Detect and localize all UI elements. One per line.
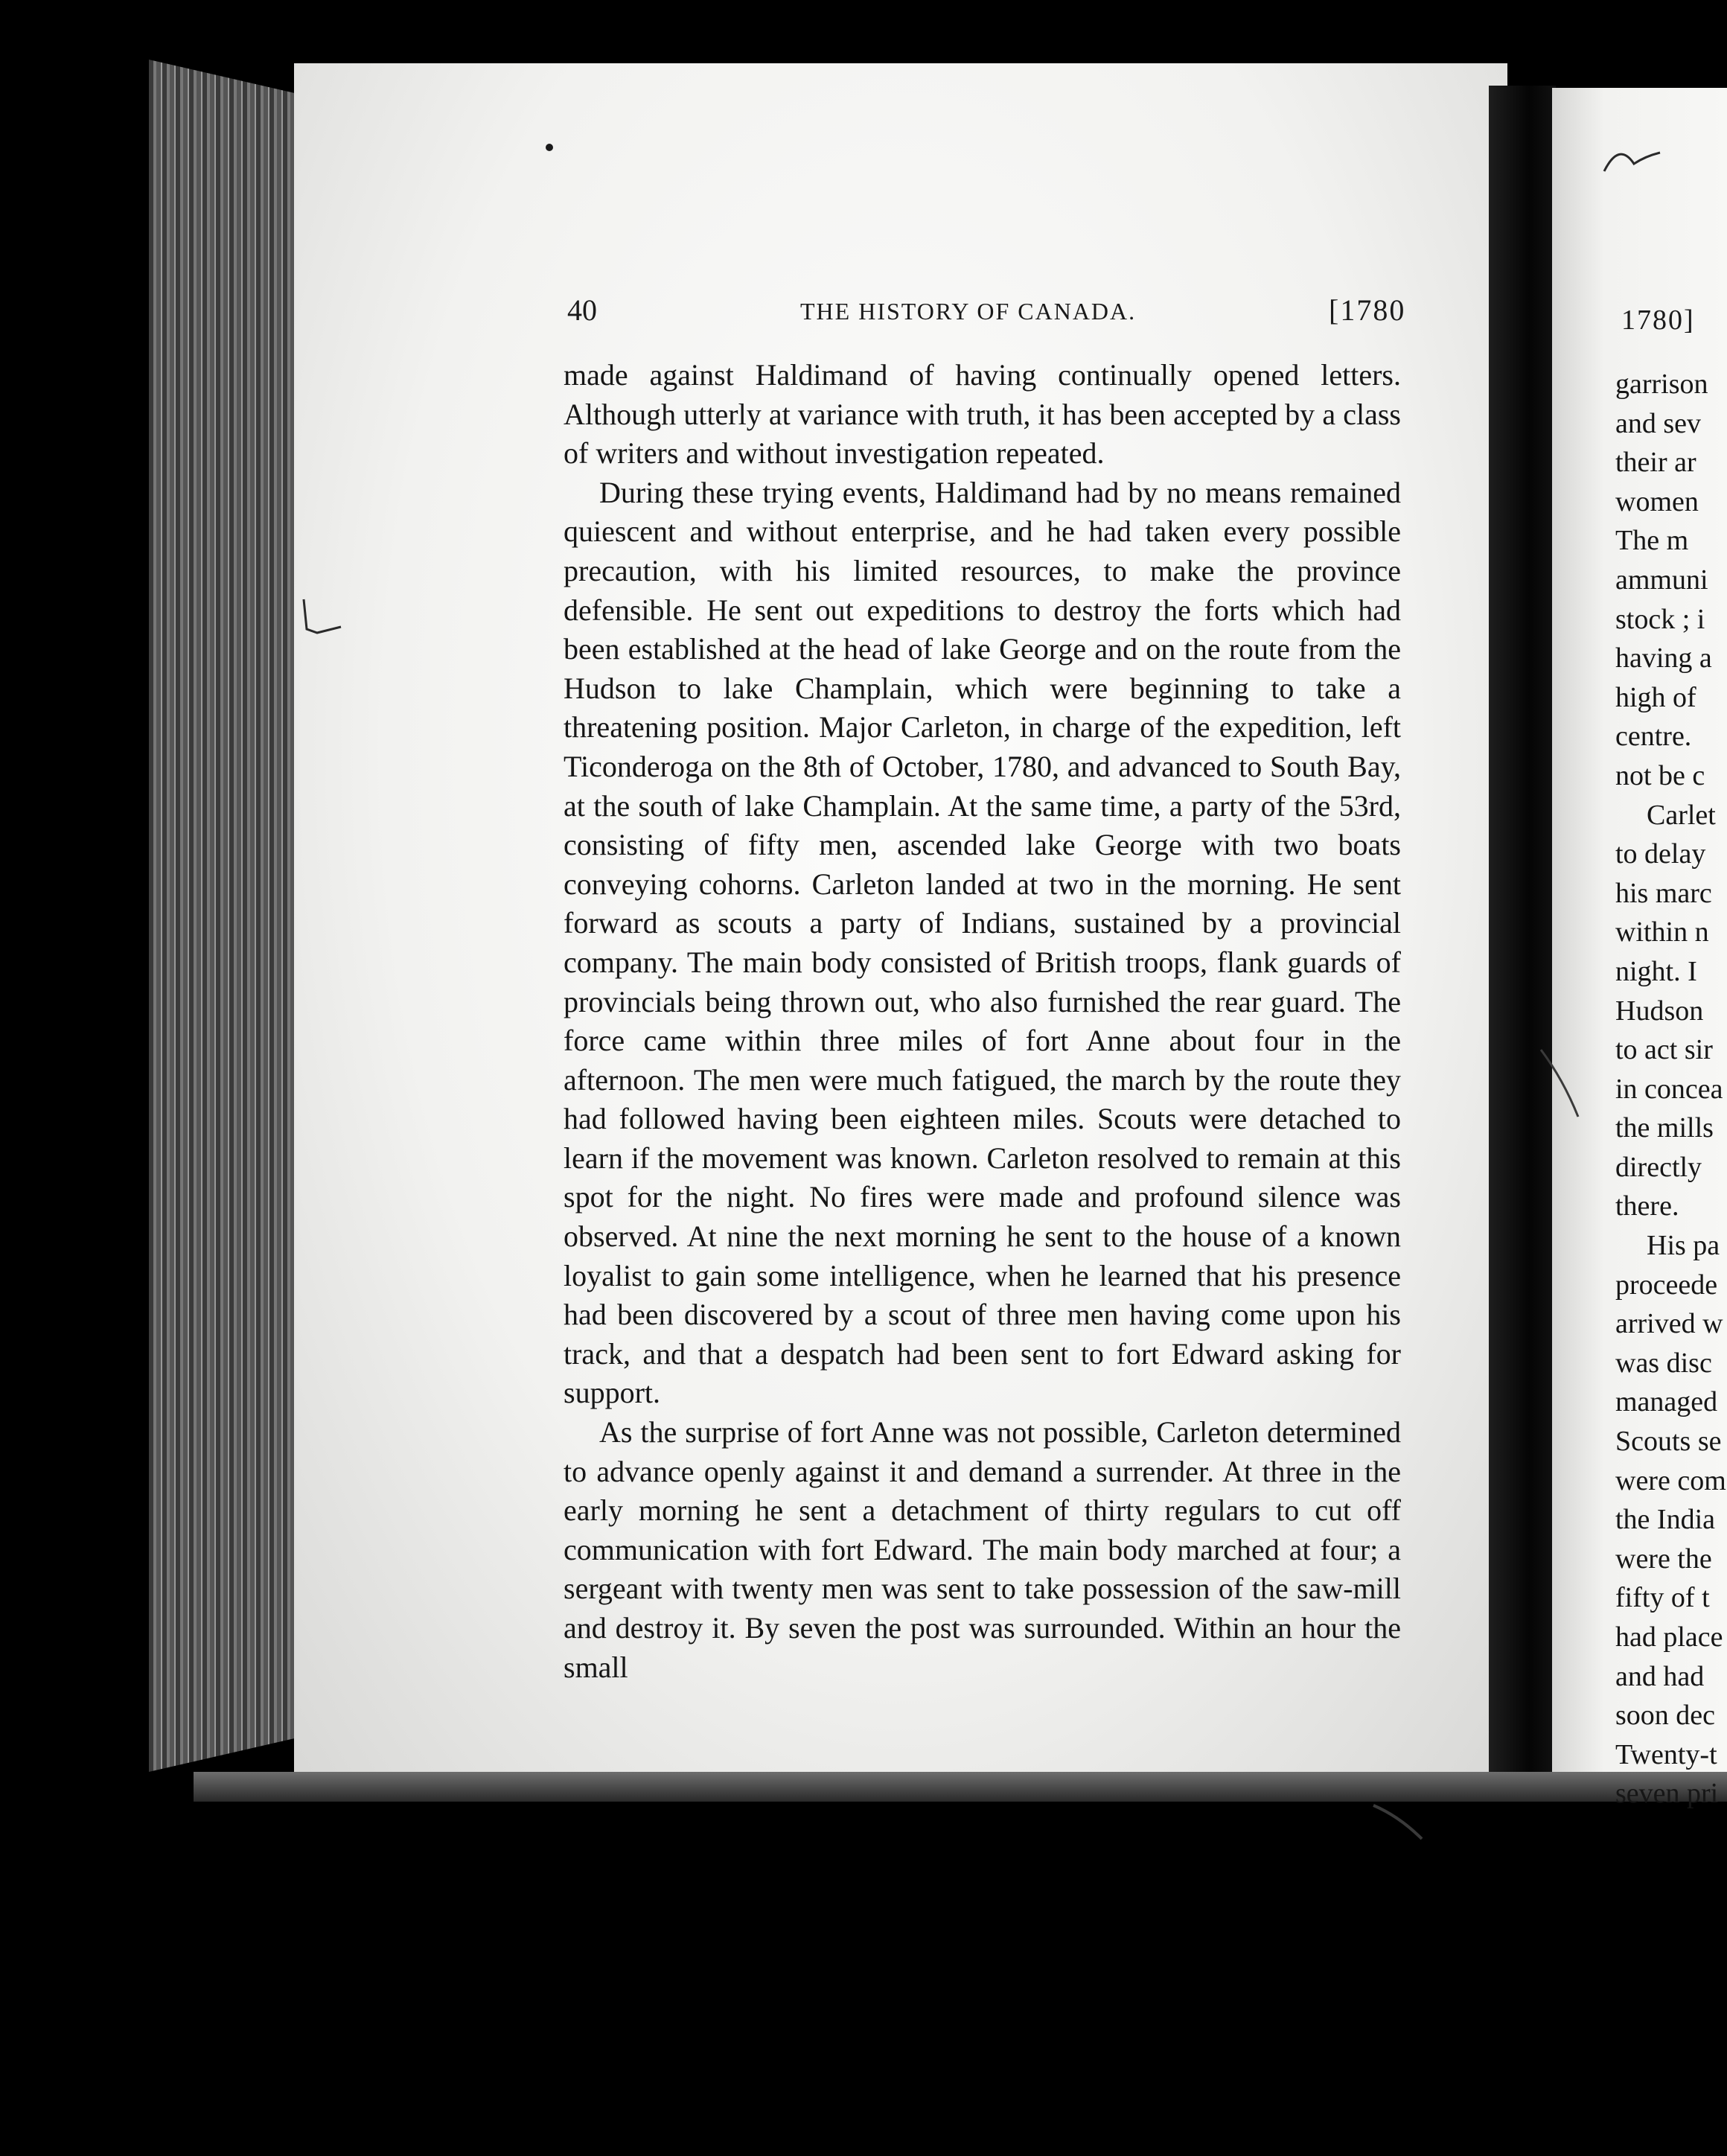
page-number: 40 [567,293,597,327]
right-page-line: proceede [1615,1269,1718,1301]
book-gutter [1489,86,1556,1790]
right-page-line: garrison [1615,369,1708,400]
right-page-line: Hudson [1615,995,1704,1027]
book-bottom-edge [194,1772,1727,1802]
paragraph: During these trying events, Haldimand had by no means remained quiescent and without enterprise, and he had taken every possible precaution, with his limited resources, to make the province defensible. He sent out expeditions to destroy the forts which had been established at the head of lake George and on the route from the Hudson to lake Champlain, which were beginning to take a threatening position. Major Carleton, in charge of the expedition, left Ticonderoga on the 8th of October, 1780, and advanced to South Bay, at the south of lake Champlain. At the same time, a party of the 53rd, consisting of fifty men, ascended lake George with two boats conveying cohorns. Carleton landed at two in the morning. He sent forward as scouts a party of Indians, sustained by a provincial company. The main body consisted of British troops, flank guards of provincials being thrown out, who also furnished the rear guard. The force came within three miles of fort Anne about four in the afternoon. The men were much fatigued, the march by the route they had followed having been eighteen miles. Scouts were detached to learn if the movement was known. Carleton resolved to remain at this spot for the night. No fires were made and profound silence was observed. At nine the next morning he sent to the house of a known loyalist to gain some intelligence, when he learned that his presence had been discovered by a scout of three men having come upon his track, and that a despatch had been sent to fort Edward asking for support. [564,475,1401,1410]
right-page-line: directly [1615,1151,1702,1183]
pencil-mark-bottom-right [1370,1802,1429,1846]
right-page-line: the mills [1615,1112,1714,1144]
right-page-line: were com [1615,1464,1726,1496]
right-page-line: centre. [1615,721,1692,753]
right-page-line: and had [1615,1660,1705,1692]
running-year: [1780 [1329,293,1406,327]
right-page-line: not be c [1615,759,1705,791]
right-page-line: having a [1615,642,1712,674]
pencil-mark-right-middle [1533,1042,1593,1132]
right-page-line: the India [1615,1504,1716,1536]
right-page-line: soon dec [1615,1700,1716,1732]
paragraph: As the surprise of fort Anne was not possible, Carleton determined to advance openly against it and demand a surrender. At three in the early morning he sent a detachment of thirty regulars to cut off communication with fort Edward. The main body marched at four; a sergeant with twenty men was sent to take possession of the saw-mill and destroy it. By seven the post was surrounded. Within an hour the small [564,1415,1401,1684]
right-page-line: Twenty-t [1615,1738,1717,1770]
pencil-mark-top-right [1600,141,1667,186]
right-page-text [1615,365,1727,1814]
right-page-line: Carlet [1647,799,1716,831]
right-page-line: was disc [1615,1347,1712,1379]
right-page-line: and sev [1615,407,1702,439]
right-page-line: Scouts se [1615,1426,1722,1458]
right-page-line: managed [1615,1386,1718,1418]
paragraph: made against Haldimand of having continually opened letters. Although utterly at variance with truth, it has been accepted by a class of writers and without investigation repeated. [564,358,1401,471]
running-title: THE HISTORY OF CANADA. [800,298,1137,325]
right-page-line: had place [1615,1621,1723,1653]
right-page-line: to delay [1615,838,1706,870]
right-page-line: night. I [1615,955,1697,987]
right-page-line: his marc [1615,877,1712,909]
right-page-line: stock ; i [1615,603,1705,635]
right-page-line: within n [1615,916,1709,948]
right-page-line: seven pri [1615,1778,1719,1810]
right-page-line: The m [1615,525,1689,557]
pencil-mark-left-margin [296,596,356,655]
right-page-line: women [1615,485,1699,517]
speck-mark [543,141,558,156]
right-page-line: to act sir [1615,1034,1713,1066]
right-page-line: arrived w [1615,1308,1723,1340]
right-page-line: His pa [1647,1230,1720,1262]
right-running-year: 1780] [1621,304,1695,336]
right-page-line: fifty of t [1615,1582,1710,1614]
page-edge-stack [149,60,298,1772]
right-page-line: high of [1615,681,1696,713]
right-page-line: were the [1615,1543,1712,1575]
right-page-line: there. [1615,1190,1679,1222]
body-text [564,356,1401,1687]
right-page-line: their ar [1615,447,1696,479]
right-page-line: ammuni [1615,564,1708,596]
right-page-line: in concea [1615,1073,1723,1105]
